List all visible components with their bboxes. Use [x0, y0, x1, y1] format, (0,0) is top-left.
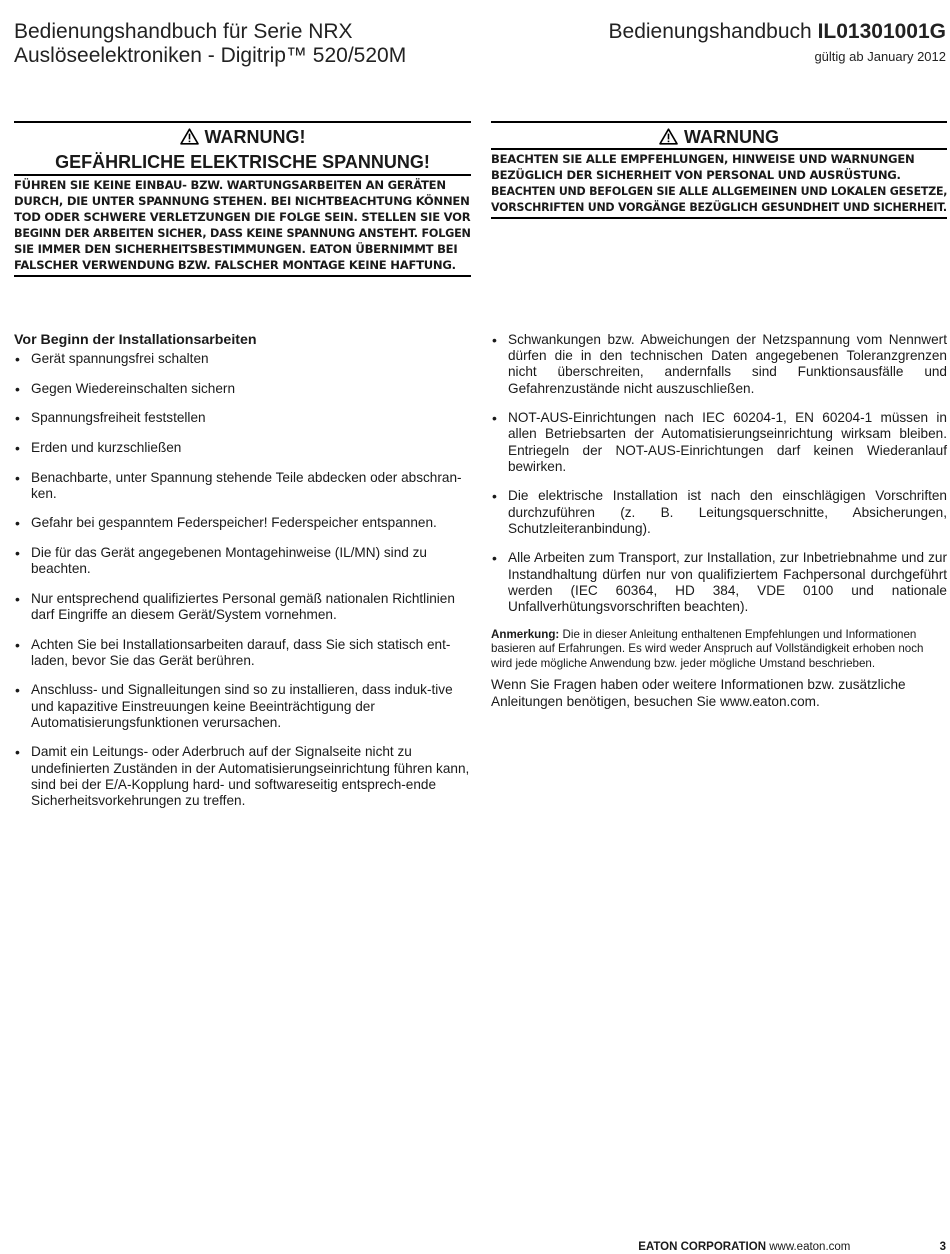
- list-item: • Spannungsfreiheit feststellen: [14, 410, 471, 426]
- document-title-line1: Bedienungshandbuch für Serie NRX: [14, 20, 353, 43]
- page-footer: [638, 1241, 946, 1253]
- note-label: Anmerkung:: [491, 627, 560, 641]
- bullet-list: [491, 332, 947, 615]
- list-item: • Die für das Gerät angegebenen Montagehinweise (IL/MN) sind zu beachten.: [14, 545, 471, 577]
- warning-line: SIE IMMER DEN SICHERHEITSBESTIMMUNGEN. EATON ÜBERNIMMT BEI: [14, 242, 458, 256]
- list-item: • Nur entsprechend qualifiziertes Personal gemäß nationalen Richtlinien darf Eingriffe an diesem Gerät/System vornehmen.: [14, 591, 471, 623]
- footer-company: EATON CORPORATION: [638, 1241, 766, 1253]
- document-reference: [609, 20, 946, 64]
- list-item: • Erden und kurzschließen: [14, 440, 471, 456]
- warning-line: BEACHTEN SIE ALLE EMPFEHLUNGEN, HINWEISE UND WARNUNGEN: [491, 152, 915, 166]
- warning-box-safety: [491, 121, 947, 219]
- warning-text: [491, 148, 947, 219]
- valid-date: gültig ab January 2012: [814, 49, 946, 64]
- list-item: • Achten Sie bei Installationsarbeiten darauf, dass Sie sich statisch ent-laden, bevor Sie das Gerät berühren.: [14, 637, 471, 669]
- manual-id: [609, 20, 946, 44]
- note-text: Die in dieser Anleitung enthaltenen Empfehlungen und Informationen basieren auf Erfahrungen. Es wird weder Anspruch auf Vollständigkeit erhoben noch wird jede mögliche Anwendung bzw. jeder mögliche Umstand beschrieben.: [491, 627, 924, 670]
- document-title-line2: Auslöseelektroniken - Digitrip™ 520/520M: [14, 44, 407, 67]
- warning-box-electrical: [14, 121, 471, 277]
- list-item: • Gerät spannungsfrei schalten: [14, 351, 471, 367]
- list-item: • Gefahr bei gespanntem Federspeicher! Federspeicher entspannen.: [14, 515, 471, 531]
- bullet-list: [14, 351, 471, 809]
- footer-url[interactable]: www.eaton.com: [769, 1241, 851, 1253]
- list-item: • Schwankungen bzw. Abweichungen der Netzspannung vom Nennwert dürfen die in den technischen Daten angegebenen Toleranzgrenzen nicht überschreiten, andernfalls sind Funktionsausfälle und Gefahrenzustände nicht auszuschließen.: [491, 332, 947, 397]
- warning-line: DURCH, DIE UNTER SPANNUNG STEHEN. BEI NICHTBEACHTUNG KÖNNEN: [14, 194, 470, 208]
- list-item: • Damit ein Leitungs- oder Aderbruch auf der Signalseite nicht zu undefinierten Zuständen in der Automatisierungseinrichtung führen kann, sind bei der E/A-Kopplung hard- und softwareseitig entsprech-ende Sicherheitsvorkehrungen zu treffen.: [14, 744, 471, 809]
- list-item: • Anschluss- und Signalleitungen sind so zu installieren, dass induk-tive und kapazitive Einstreuungen keine Beeinträchtigung der Automatisierungsfunktionen verursachen.: [14, 682, 471, 731]
- warning-title: WARNUNG: [491, 123, 947, 148]
- list-item: • Alle Arbeiten zum Transport, zur Installation, zur Inbetriebnahme und zur Instandhaltung dürfen nur von qualifiziertem Fachpersonal durchgeführt werden (IEC 60364, HD 384, VDE 0100 und nationale Unfallverhütungsvorschriften beachten).: [491, 550, 947, 615]
- safety-requirements: [491, 332, 947, 710]
- warning-subtitle: GEFÄHRLICHE ELEKTRISCHE SPANNUNG!: [14, 148, 471, 176]
- note: [491, 628, 947, 672]
- warning-text: [14, 176, 471, 277]
- manual-label: Bedienungshandbuch: [608, 20, 812, 43]
- warning-title: WARNUNG!: [14, 123, 471, 148]
- installation-checklist: [14, 332, 471, 823]
- warning-triangle-icon: [180, 128, 199, 145]
- list-item: • NOT-AUS-Einrichtungen nach IEC 60204-1, EN 60204-1 müssen in allen Betriebsarten der Automatisierungseinrichtung wirksam bleiben. Entriegeln der NOT-AUS-Einrichtungen darf keinen Wiederanlauf bewirken.: [491, 410, 947, 475]
- warning-triangle-icon: [659, 128, 678, 145]
- manual-code: IL01301001G: [817, 20, 946, 43]
- warning-line: BEGINN DER ARBEITEN SICHER, DASS KEINE SPANNUNG ANSTEHT. FOLGEN: [14, 226, 471, 240]
- document-title: [14, 20, 406, 68]
- contact-info: Wenn Sie Fragen haben oder weitere Informationen bzw. zusätzliche Anleitungen benötigen, besuchen Sie www.eaton.com.: [491, 677, 906, 709]
- warning-line: FALSCHER VERWENDUNG BZW. FALSCHER MONTAGE KEINE HAFTUNG.: [14, 258, 456, 272]
- warning-line: VORSCHRIFTEN UND VORGÄNGE BEZÜGLICH GESUNDHEIT UND SICHERHEIT.: [491, 200, 947, 214]
- section-title: Vor Beginn der Installationsarbeiten: [14, 332, 257, 348]
- warning-line: BEZÜGLICH DER SICHERHEIT VON PERSONAL UND AUSRÜSTUNG.: [491, 168, 901, 182]
- warning-line: BEACHTEN UND BEFOLGEN SIE ALLE ALLGEMEINEN UND LOKALEN GESETZE,: [491, 184, 948, 198]
- list-item: • Benachbarte, unter Spannung stehende Teile abdecken oder abschran-ken.: [14, 470, 471, 502]
- warning-line: FÜHREN SIE KEINE EINBAU- BZW. WARTUNGSARBEITEN AN GERÄTEN: [14, 178, 446, 192]
- page-number: 3: [939, 1241, 946, 1253]
- list-item: • Gegen Wiedereinschalten sichern: [14, 381, 471, 397]
- list-item: • Die elektrische Installation ist nach den einschlägigen Vorschriften durchzuführen (z. B. Leitungsquerschnitte, Absicherungen, Schutzleiteranbindung).: [491, 488, 947, 537]
- warning-line: TOD ODER SCHWERE VERLETZUNGEN DIE FOLGE SEIN. STELLEN SIE VOR: [14, 210, 471, 224]
